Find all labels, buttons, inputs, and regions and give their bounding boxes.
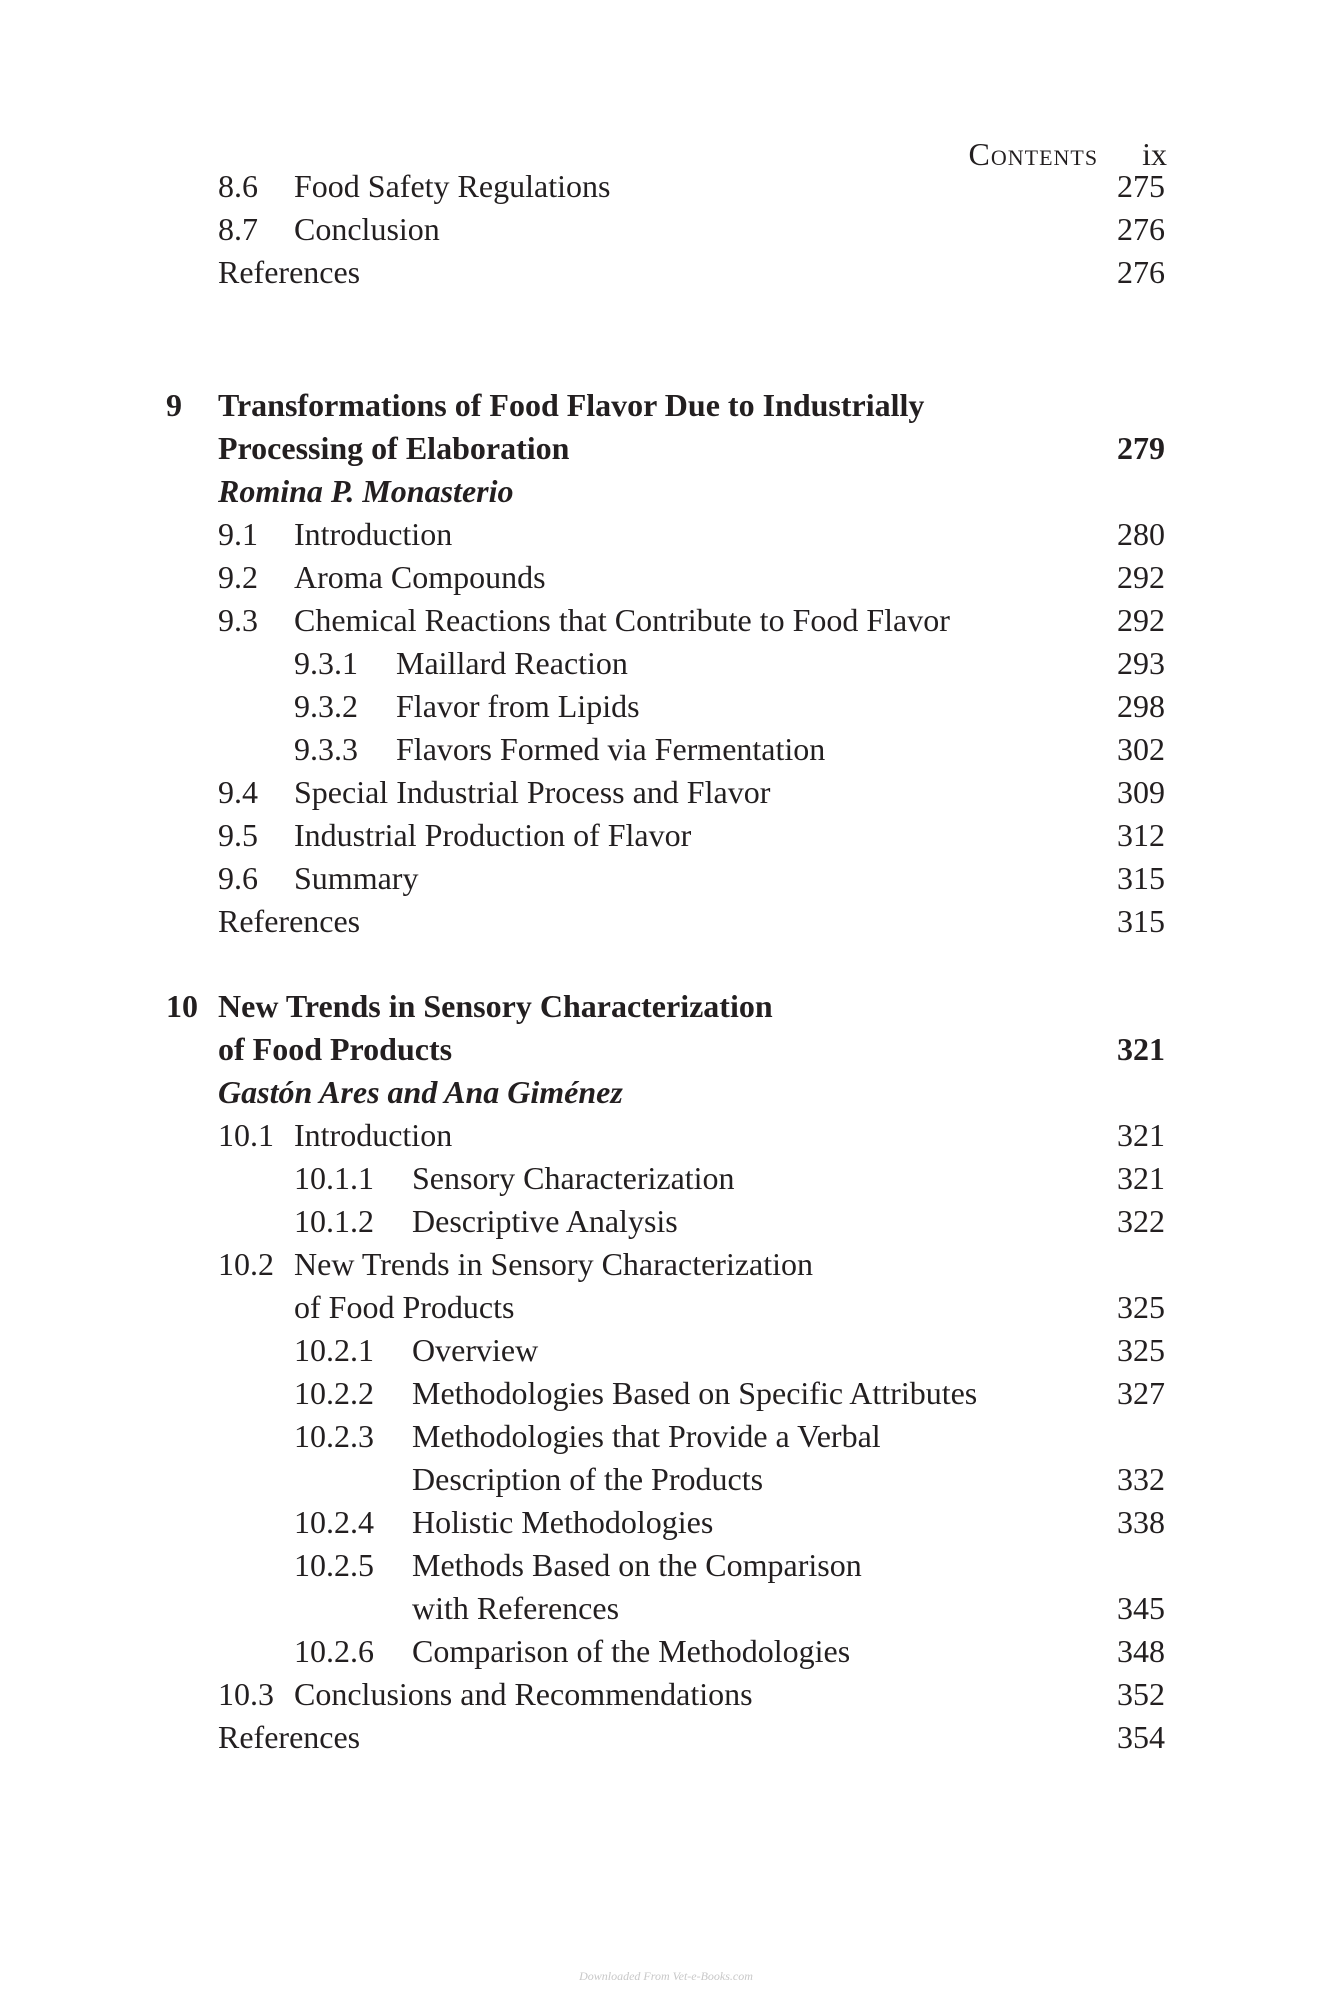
- section-number: 9.1: [218, 516, 258, 552]
- toc-entry-ch9-references: [0, 900, 1332, 943]
- toc-entry-9-3-1: [0, 642, 1332, 685]
- toc-entry-9-3: [0, 599, 1332, 642]
- page-ref: 321: [1117, 1031, 1165, 1067]
- toc-entry-10-1-2: [0, 1200, 1332, 1243]
- page-ref: 325: [1117, 1332, 1165, 1368]
- page-number: ix: [1142, 136, 1167, 172]
- section-title: References: [218, 1719, 361, 1755]
- page-ref: 292: [1117, 602, 1165, 638]
- section-title: Maillard Reaction: [396, 645, 628, 681]
- toc-entry-10-2-3-line1: [0, 1415, 1332, 1458]
- page-ref: 292: [1117, 559, 1165, 595]
- section-number: 10.2.3: [294, 1418, 374, 1454]
- toc-chapter-9-author: [0, 470, 1332, 513]
- section-title: Holistic Methodologies: [412, 1504, 714, 1540]
- section-number: 9.3: [218, 602, 258, 638]
- section-title: Descriptive Analysis: [412, 1203, 678, 1239]
- toc-chapter-9-title-line2: [0, 427, 1332, 470]
- page-ref: 293: [1117, 645, 1165, 681]
- toc-entry-10-1-1: [0, 1157, 1332, 1200]
- section-number: 9.6: [218, 860, 258, 896]
- page-ref: 309: [1117, 774, 1165, 810]
- toc-chapter-10-title-line2: [0, 1028, 1332, 1071]
- section-number: 9.5: [218, 817, 258, 853]
- page-ref: 279: [1117, 430, 1165, 466]
- section-title: Comparison of the Methodologies: [412, 1633, 851, 1669]
- section-title: Methodologies that Provide a Verbal: [412, 1418, 881, 1454]
- page-ref: 276: [1117, 211, 1165, 247]
- section-title: Chemical Reactions that Contribute to Food Flavor: [294, 602, 950, 638]
- toc-entry-10-1: [0, 1114, 1332, 1157]
- section-title: Conclusion: [294, 211, 440, 247]
- section-number: 10.2.1: [294, 1332, 374, 1368]
- toc-entry-10-2-line1: [0, 1243, 1332, 1286]
- toc-entry-8-6: [0, 165, 1332, 208]
- toc-chapter-10-title-line1: [0, 985, 1332, 1028]
- section-number: 10.1: [218, 1117, 274, 1153]
- toc-entry-9-3-3: [0, 728, 1332, 771]
- chapter-title: New Trends in Sensory Characterization: [218, 988, 773, 1024]
- toc-entry-9-5: [0, 814, 1332, 857]
- page-ref: 275: [1117, 168, 1165, 204]
- page-ref: 280: [1117, 516, 1165, 552]
- section-title: Flavor from Lipids: [396, 688, 640, 724]
- section-title: Summary: [294, 860, 419, 896]
- page-ref: 322: [1117, 1203, 1165, 1239]
- running-head: Contents: [968, 136, 1099, 172]
- section-title: Special Industrial Process and Flavor: [294, 774, 771, 810]
- page-ref: 345: [1117, 1590, 1165, 1626]
- toc-entry-9-3-2: [0, 685, 1332, 728]
- toc-entry-10-2-6: [0, 1630, 1332, 1673]
- toc-entry-9-4: [0, 771, 1332, 814]
- section-number: 9.3.1: [294, 645, 358, 681]
- section-number: 10.2.4: [294, 1504, 374, 1540]
- section-number: 10.2: [218, 1246, 274, 1282]
- page-ref: 302: [1117, 731, 1165, 767]
- toc-entry-10-2-2: [0, 1372, 1332, 1415]
- page-ref: 298: [1117, 688, 1165, 724]
- section-number: 9.2: [218, 559, 258, 595]
- toc-entry-9-2: [0, 556, 1332, 599]
- section-title: Methods Based on the Comparison: [412, 1547, 862, 1583]
- toc-entry-10-2-1: [0, 1329, 1332, 1372]
- toc-chapter-10-author: [0, 1071, 1332, 1114]
- chapter-title: Processing of Elaboration: [218, 430, 570, 466]
- page-ref: 338: [1117, 1504, 1165, 1540]
- section-title: Flavors Formed via Fermentation: [396, 731, 826, 767]
- section-title: Introduction: [294, 1117, 453, 1153]
- watermark: Downloaded From Vet-e-Books.com: [579, 1969, 753, 1983]
- toc-entry-10-2-line2: [0, 1286, 1332, 1329]
- section-title: References: [218, 254, 361, 290]
- chapter-title: Transformations of Food Flavor Due to Industrially: [218, 387, 925, 423]
- section-title: Description of the Products: [412, 1461, 764, 1497]
- section-title: Aroma Compounds: [294, 559, 546, 595]
- chapter-number: 9: [166, 387, 182, 423]
- page-ref: 321: [1117, 1160, 1165, 1196]
- toc-chapter-9-title-line1: [0, 384, 1332, 427]
- chapter-title: of Food Products: [218, 1031, 453, 1067]
- section-title: Introduction: [294, 516, 453, 552]
- section-title: of Food Products: [294, 1289, 515, 1325]
- section-title: Methodologies Based on Specific Attributes: [412, 1375, 978, 1411]
- chapter-number: 10: [166, 988, 198, 1024]
- section-number: 10.2.5: [294, 1547, 374, 1583]
- section-number: 10.3: [218, 1676, 274, 1712]
- section-number: 8.6: [218, 168, 258, 204]
- section-number: 10.2.6: [294, 1633, 374, 1669]
- toc-entry-8-7: [0, 208, 1332, 251]
- section-title: Overview: [412, 1332, 539, 1368]
- section-title: Sensory Characterization: [412, 1160, 735, 1196]
- toc-entry-10-3: [0, 1673, 1332, 1716]
- page-ref: 315: [1117, 860, 1165, 896]
- section-number: 9.3.3: [294, 731, 358, 767]
- toc-entry-9-6: [0, 857, 1332, 900]
- section-number: 8.7: [218, 211, 258, 247]
- page-ref: 315: [1117, 903, 1165, 939]
- page-ref: 327: [1117, 1375, 1165, 1411]
- section-number: 9.4: [218, 774, 258, 810]
- page-ref: 312: [1117, 817, 1165, 853]
- page-ref: 332: [1117, 1461, 1165, 1497]
- toc-entry-10-2-4: [0, 1501, 1332, 1544]
- section-title: New Trends in Sensory Characterization: [294, 1246, 814, 1282]
- section-title: Industrial Production of Flavor: [294, 817, 692, 853]
- page-ref: 352: [1117, 1676, 1165, 1712]
- page-ref: 354: [1117, 1719, 1165, 1755]
- section-title: Conclusions and Recommendations: [294, 1676, 753, 1712]
- section-title: with References: [412, 1590, 620, 1626]
- section-number: 10.2.2: [294, 1375, 374, 1411]
- page-ref: 348: [1117, 1633, 1165, 1669]
- toc-entry-ch10-references: [0, 1716, 1332, 1759]
- toc-entry-9-1: [0, 513, 1332, 556]
- section-title: References: [218, 903, 361, 939]
- section-title: Food Safety Regulations: [294, 168, 611, 204]
- toc-entry-10-2-5-line1: [0, 1544, 1332, 1587]
- toc-entry-10-2-5-line2: [0, 1587, 1332, 1630]
- chapter-author: Gastón Ares and Ana Giménez: [218, 1074, 623, 1110]
- toc-entry-10-2-3-line2: [0, 1458, 1332, 1501]
- page-ref: 325: [1117, 1289, 1165, 1325]
- section-number: 9.3.2: [294, 688, 358, 724]
- toc-entry-ch8-references: [0, 251, 1332, 294]
- section-number: 10.1.1: [294, 1160, 374, 1196]
- page-ref: 321: [1117, 1117, 1165, 1153]
- section-number: 10.1.2: [294, 1203, 374, 1239]
- chapter-author: Romina P. Monasterio: [218, 473, 514, 509]
- page-ref: 276: [1117, 254, 1165, 290]
